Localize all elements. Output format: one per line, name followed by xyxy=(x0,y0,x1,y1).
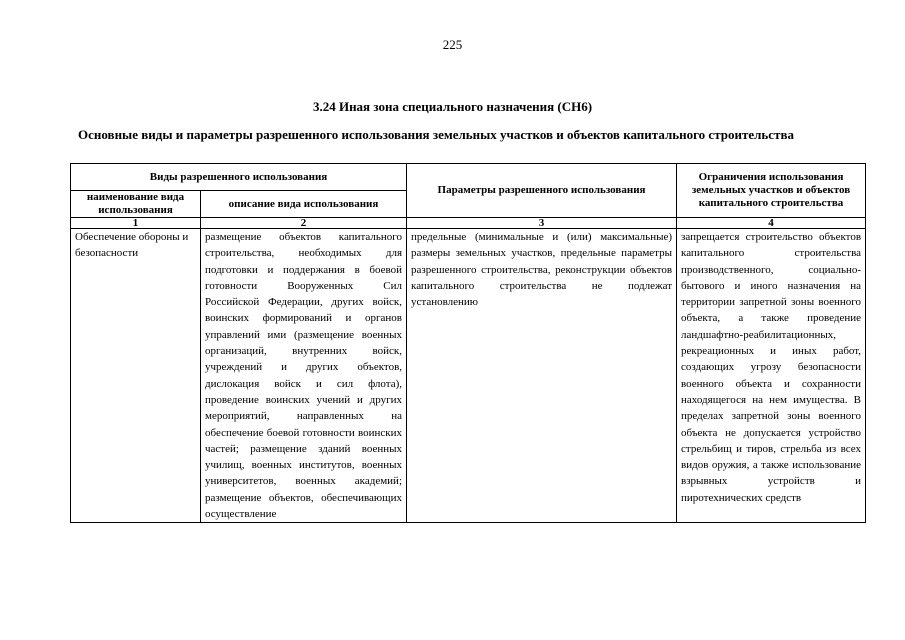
header-use-description: описание вида использования xyxy=(201,191,407,218)
section-title: 3.24 Иная зона специального назначения (СН6) xyxy=(312,99,593,114)
header-parameters: Параметры разрешенного использования xyxy=(407,164,677,218)
header-use-name: наименование вида использования xyxy=(71,191,201,218)
col-number: 2 xyxy=(201,218,407,229)
parameters-cell: предельные (минимальные и (или) максимальные) размеры земельных участков, предельные параметры разрешенного строительства, реконструкции объектов капитального строительства не подлежат установлению xyxy=(407,229,677,523)
col-number: 4 xyxy=(677,218,866,229)
restrictions-cell: запрещается строительство объектов капитального строительства производственного, социально-бытового и иного назначения на территории запретной зоны военного объекта, а также проведение ландшафтно-реабилитационных, рекреационных и иных работ, создающих угрозу безопасности военного объекта и сохранности находящегося на нем имущества. В пределах запретной зоны военного объекта не допускается устройство стрельбищ и тиров, стрельба из всех видов оружия, а также использование взрывных устройств и пиротехнических средств xyxy=(677,229,866,523)
col-number: 3 xyxy=(407,218,677,229)
use-name-cell: Обеспечение обороны и безопасности xyxy=(71,229,201,523)
land-use-table xyxy=(70,163,866,523)
table-caption: Основные виды и параметры разрешенного использования земельных участков и объектов капитального строительства xyxy=(78,127,794,142)
header-restrictions: Ограничения использования земельных участков и объектов капитального строительства xyxy=(677,164,866,218)
col-number: 1 xyxy=(71,218,201,229)
use-description-cell: размещение объектов капитального строительства, необходимых для подготовки и поддержания в боевой готовности Вооруженных Сил Российской Федерации, других войск, воинских формирований и органов управлений ими (размещение военных организаций, внутренних войск, учреждений и других объектов, дислокация войск и сил флота), проведение воинских учений и других мероприятий, направленных на обеспечение боевой готовности воинских частей; размещение зданий военных училищ, военных институтов, военных университетов, военных академий; размещение объектов, обеспечивающих осуществление xyxy=(201,229,407,523)
page-number: 225 xyxy=(442,37,463,52)
table-row xyxy=(71,229,866,523)
header-use-types: Виды разрешенного использования xyxy=(71,164,407,191)
